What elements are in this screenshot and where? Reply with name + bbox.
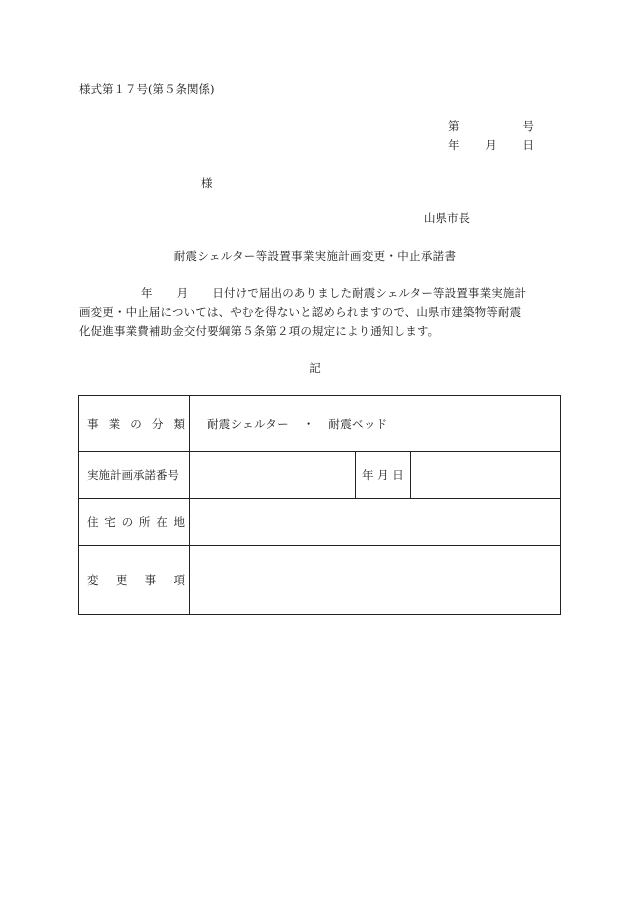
form-number: 様式第１７号(第５条関係) <box>79 82 215 96</box>
changes-label-cell <box>79 546 190 615</box>
addressee-suffix: 様 <box>201 176 213 190</box>
option-bed: 耐震ベッド <box>328 416 388 431</box>
changes-value-cell <box>190 546 561 615</box>
table-row-address <box>79 499 561 546</box>
approval-date-label: 年 月 日 <box>362 468 404 482</box>
date-year: 年 <box>448 138 460 152</box>
approval-number-label: 実施計画承諾番号 <box>87 468 179 482</box>
issuer-name: 山県市長 <box>424 211 470 225</box>
body-line-3: 化促進事業費補助金交付要綱第５条第２項の規定により通知します。 <box>79 324 440 338</box>
number-prefix: 第 <box>448 119 460 133</box>
approval-number-value-cell <box>190 452 356 499</box>
body-year: 年 <box>141 286 153 300</box>
body-line-1-rest: 日付けで届出のありました耐震シェルター等設置事業実施計 <box>212 286 527 300</box>
body-line-1 <box>79 284 563 303</box>
body-line-2: 画変更・中止届については、やむを得ないと認められますので、山県市建築物等耐震 <box>79 305 522 319</box>
classification-label: 事 業 の 分 類 <box>87 416 185 431</box>
document-title: 耐震シェルター等設置事業実施計画変更・中止承諾書 <box>173 249 457 263</box>
body-paragraph <box>79 284 563 341</box>
body-month: 月 <box>176 286 189 300</box>
approval-number-label-cell <box>79 452 190 499</box>
option-separator: ・ <box>302 416 315 431</box>
classification-value-cell <box>190 396 561 452</box>
table-row-changes <box>79 546 561 615</box>
address-label-cell <box>79 499 190 546</box>
document-number-line <box>448 118 534 134</box>
number-suffix: 号 <box>522 119 534 133</box>
ki-heading: 記 <box>309 361 321 375</box>
date-month: 月 <box>485 138 497 152</box>
approval-date-value-cell <box>411 452 561 499</box>
date-day: 日 <box>522 138 534 152</box>
address-label: 住 宅 の 所 在 地 <box>87 515 185 529</box>
table-row-approval-number <box>79 452 561 499</box>
table-row-classification <box>79 396 561 452</box>
detail-table <box>78 395 561 615</box>
issue-date-line <box>448 137 534 153</box>
option-shelter: 耐震シェルター <box>207 416 289 431</box>
approval-date-label-cell <box>356 452 411 499</box>
address-value-cell <box>190 499 561 546</box>
classification-label-cell <box>79 396 190 452</box>
changes-label: 変 更 事 項 <box>87 573 185 587</box>
